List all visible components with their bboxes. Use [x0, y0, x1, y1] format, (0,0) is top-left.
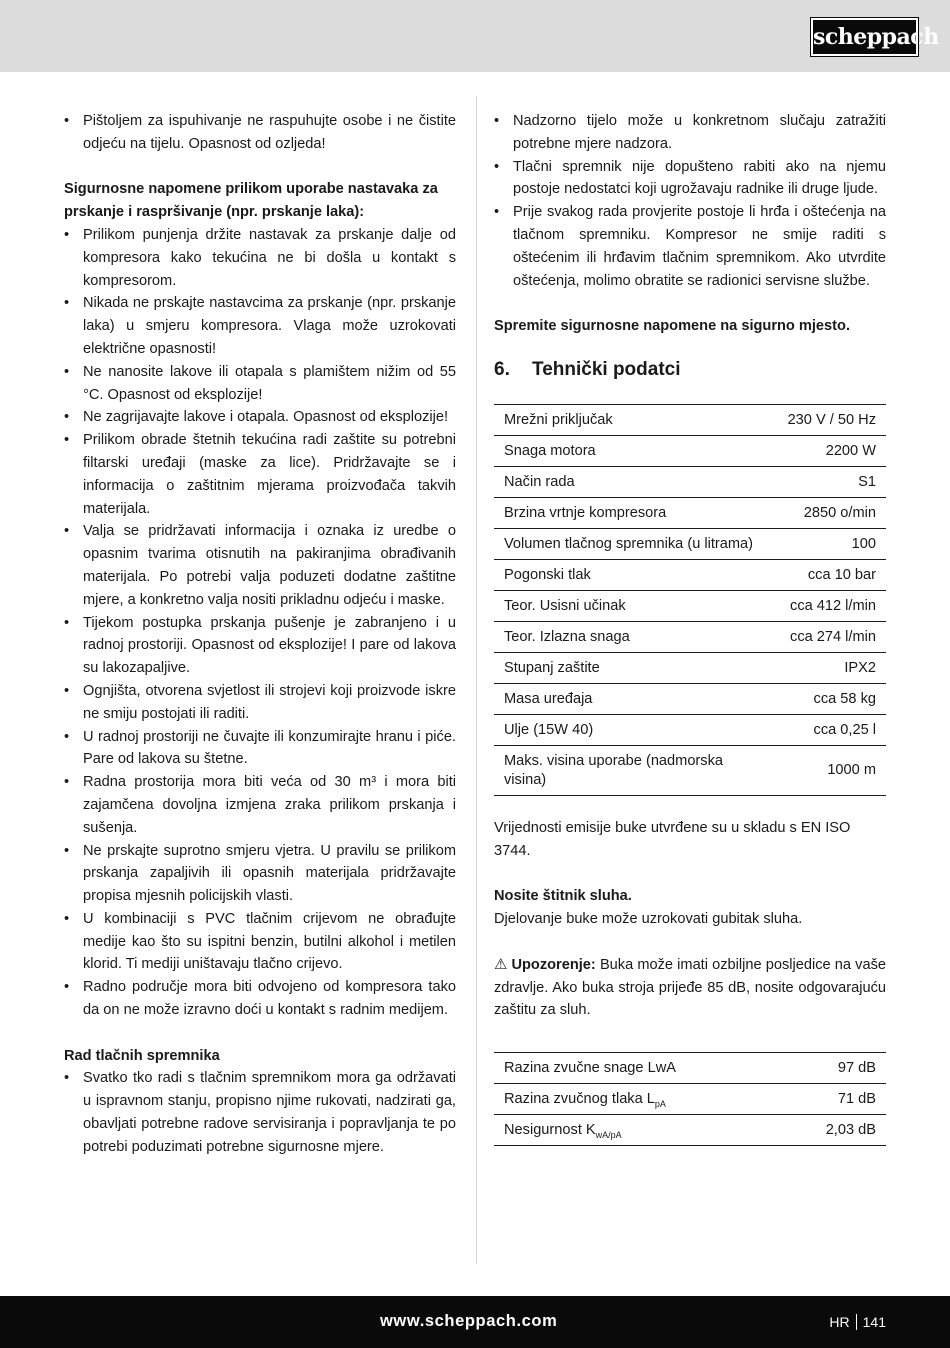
bullet-item: • Prilikom punjenja držite nastavak za prskanje dalje od kompresora kako tekućina ne bi došla u kontakt s kompresorom.: [64, 224, 456, 292]
spray-safety-heading: Sigurnosne napomene prilikom uporabe nastavaka za prskanje i raspršivanje (npr. prskanje laka):: [64, 181, 438, 221]
noise-label-text: Nesigurnost K: [504, 1122, 596, 1139]
spec-label: Snaga motora: [494, 435, 778, 466]
spec-label: Volumen tlačnog spremnika (u litrama): [494, 528, 778, 559]
noise-label: [494, 1053, 781, 1084]
noise-row: [494, 1115, 886, 1146]
spec-row: [494, 652, 886, 683]
bullet-item: • Prije svakog rada provjerite postoje li hrđa i oštećenja na tlačnom spremniku. Kompresor ne smije raditi s oštećenim ili hrđavim tlačnim spremnikom. Ako utvrdite oštećenja, molimo obratite se radionici servisne službe.: [494, 201, 886, 292]
spec-row: [494, 559, 886, 590]
spec-value: 1000 m: [778, 745, 886, 795]
spec-label: Masa uređaja: [494, 683, 778, 714]
warning-paragraph: [494, 954, 886, 1022]
emission-text: Vrijednosti emisije buke utvrđene su u skladu s EN ISO 3744.: [494, 819, 851, 859]
spec-label: Brzina vrtnje kompresora: [494, 497, 778, 528]
technical-data-table: [494, 404, 886, 796]
noise-value: 97 dB: [781, 1053, 886, 1084]
noise-label-subscript: pA: [654, 1099, 666, 1110]
brand-logo: scheppach: [811, 18, 918, 56]
pressure-vessel-heading: Rad tlačnih spremnika: [64, 1047, 220, 1064]
bullet-item: • Radna prostorija mora biti veća od 30 m³ i mora biti zajamčena dovoljna izmjena zraka prilikom prskanja i sušenja.: [64, 771, 456, 839]
spec-value: cca 0,25 l: [778, 714, 886, 745]
hearing-protection-heading: Nosite štitnik sluha.: [494, 888, 632, 905]
header-bar: [0, 0, 950, 72]
noise-label-text: Razina zvučne snage LwA: [504, 1060, 676, 1077]
noise-row: [494, 1053, 886, 1084]
right-column: [494, 110, 886, 1146]
noise-label-subscript: wA/pA: [595, 1130, 622, 1141]
spec-value: 230 V / 50 Hz: [778, 404, 886, 435]
spec-value: 100: [778, 528, 886, 559]
section-title: Tehnički podatci: [532, 358, 681, 380]
bullet-item: • Ne nanosite lakove ili otapala s plamištem nižim od 55 °C. Opasnost od eksplozije!: [64, 361, 456, 407]
noise-values-table: [494, 1052, 886, 1146]
spec-label: Mrežni priključak: [494, 404, 778, 435]
spec-row: [494, 404, 886, 435]
spec-value: cca 10 bar: [778, 559, 886, 590]
spec-row: [494, 621, 886, 652]
spec-label: Teor. Usisni učinak: [494, 590, 778, 621]
spec-row: [494, 528, 886, 559]
spec-row: [494, 435, 886, 466]
bullet-item: • Ognjišta, otvorena svjetlost ili strojevi koji proizvode iskre ne smiju postojati ili raditi.: [64, 680, 456, 726]
spec-value: cca 274 l/min: [778, 621, 886, 652]
noise-label-text: Razina zvučnog tlaka L: [504, 1091, 655, 1108]
bullet-item: • Ne zagrijavajte lakove i otapala. Opasnost od eksplozije!: [64, 406, 456, 429]
left-column: [64, 110, 456, 1159]
spec-label: Stupanj zaštite: [494, 652, 778, 683]
spec-row: [494, 745, 886, 795]
spray-safety-list: [64, 224, 456, 1022]
spec-row: [494, 590, 886, 621]
spec-label: Maks. visina uporabe (nadmorska visina): [494, 745, 778, 795]
spec-label: Pogonski tlak: [494, 559, 778, 590]
bullet-item: • U kombinaciji s PVC tlačnim crijevom ne obrađujte medije kao što su ispitni benzin, butilni alkohol i metilen klorid. Ti mediji uništavaju tlačno crijevo.: [64, 908, 456, 976]
pressure-vessel-list: [64, 1067, 456, 1158]
bullet-item: • Prilikom obrade štetnih tekućina radi zaštite su potrebni filtarski uređaji (maske za lice). Pridržavajte se i informacija o zaštitnim mjerama proizvođača takvih materijala.: [64, 429, 456, 520]
page-number: 141: [862, 1314, 886, 1330]
noise-label: [494, 1115, 781, 1146]
bullet-item: • Svatko tko radi s tlačnim spremnikom mora ga održavati u ispravnom stanju, propisno njime rukovati, nadzirati ga, obavljati potrebne radove servisiranja i popravljanja te po potrebi poduzimati potrebne sigurnosne mjere.: [64, 1067, 456, 1158]
bullet-item: • U radnoj prostoriji ne čuvajte ili konzumirajte hranu i piće. Pare od lakova su štetne.: [64, 726, 456, 772]
spec-row: [494, 683, 886, 714]
save-note: Spremite sigurnosne napomene na sigurno mjesto.: [494, 318, 850, 335]
bullet-item: • Pištoljem za ispuhivanje ne raspuhujte osobe i ne čistite odjeću na tijelu. Opasnost od ozljeda!: [64, 110, 456, 156]
spec-label: Teor. Izlazna snaga: [494, 621, 778, 652]
warning-label: Upozorenje:: [511, 956, 596, 973]
spec-row: [494, 466, 886, 497]
bullet-item: • Tijekom postupka prskanja pušenje je zabranjeno i u radnoj prostoriji. Opasnost od eksplozije! I pare od lakova su lakozapaljive.: [64, 612, 456, 680]
noise-value: 71 dB: [781, 1084, 886, 1115]
bullet-item: • Valja se pridržavati informacija i oznaka iz uredbe o opasnim tvarima otisnutih na pakiranjima obrađivanih materijala. Po potrebi valja poduzeti dodatne zaštitne mjere, a konkretno valja nositi prikladnu odjeću i maske.: [64, 520, 456, 611]
intro-bullet-list: [64, 110, 456, 156]
noise-value: 2,03 dB: [781, 1115, 886, 1146]
spec-value: cca 58 kg: [778, 683, 886, 714]
spec-label: Način rada: [494, 466, 778, 497]
pressure-vessel-list-continued: [494, 110, 886, 292]
spec-row: [494, 714, 886, 745]
spec-value: 2200 W: [778, 435, 886, 466]
spec-value: S1: [778, 466, 886, 497]
spec-value: IPX2: [778, 652, 886, 683]
spec-row: [494, 497, 886, 528]
bullet-item: • Ne prskajte suprotno smjeru vjetra. U pravilu se prilikom prskanja zapaljivih ili opasnih materijala pridržavajte propisa mjesnih policijskih vlasti.: [64, 840, 456, 908]
bullet-item: • Nikada ne prskajte nastavcima za prskanje (npr. prskanje laka) u smjeru kompresora. Vlaga može uzrokovati električne opasnosti!: [64, 292, 456, 360]
warning-triangle-icon: ⚠: [494, 955, 508, 973]
column-divider: [476, 96, 477, 1264]
spec-value: 2850 o/min: [778, 497, 886, 528]
page-indicator: [829, 1311, 886, 1334]
bullet-item: • Nadzorno tijelo može u konkretnom slučaju zatražiti potrebne mjere nadzora.: [494, 110, 886, 156]
section-heading: [494, 357, 886, 383]
spec-label: Ulje (15W 40): [494, 714, 778, 745]
bullet-item: • Tlačni spremnik nije dopušteno rabiti ako na njemu postoje nedostatci koji ugrožavaju radnike ili druge ljude.: [494, 156, 886, 202]
bullet-item: • Radno područje mora biti odvojeno od kompresora tako da on ne može izravno doći u kontakt s radnim medijem.: [64, 976, 456, 1022]
section-number: 6.: [494, 358, 510, 380]
website-link[interactable]: www.scheppach.com: [380, 1312, 558, 1330]
hearing-protection-text: Djelovanje buke može uzrokovati gubitak sluha.: [494, 911, 803, 928]
noise-label: [494, 1084, 781, 1115]
noise-row: [494, 1084, 886, 1115]
spec-value: cca 412 l/min: [778, 590, 886, 621]
warning-text: Buka može imati ozbiljne posljedice na vaše zdravlje. Ako buka stroja prijeđe 85 dB, nosite odgovarajuću zaštitu za sluh.: [494, 956, 886, 1019]
language-code: HR: [829, 1314, 850, 1330]
footer-bar: [0, 1296, 950, 1348]
